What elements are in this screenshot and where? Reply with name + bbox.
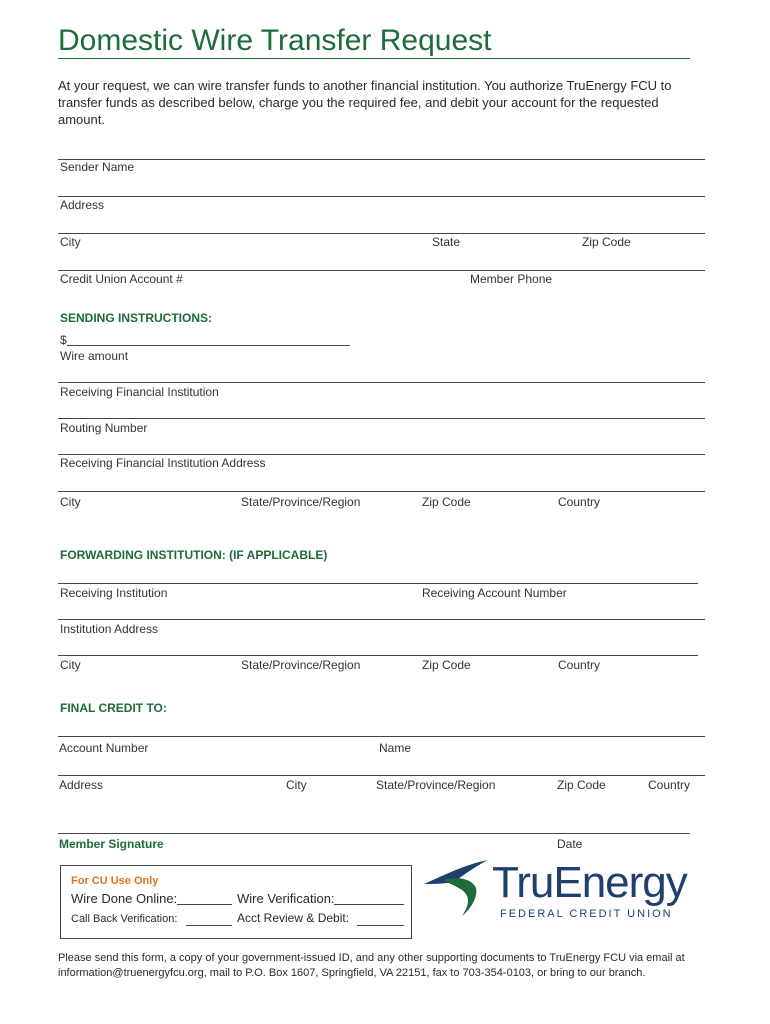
forwarding-city-field[interactable] xyxy=(58,655,698,656)
wire-amount-field[interactable] xyxy=(67,345,350,346)
routing-number-field[interactable] xyxy=(58,418,705,419)
wire-verification-label: Wire Verification: xyxy=(237,891,335,906)
sending-country-label: Country xyxy=(558,495,601,509)
dollar-sign: $ xyxy=(60,333,67,347)
sender-phone-label: Member Phone xyxy=(470,272,553,286)
sending-instructions-heading: SENDING INSTRUCTIONS: xyxy=(60,311,213,325)
sending-zip-label: Zip Code xyxy=(422,495,471,509)
forwarding-institution-heading: FORWARDING INSTITUTION: (IF APPLICABLE) xyxy=(60,548,328,562)
sender-zip-label: Zip Code xyxy=(582,235,631,249)
receiving-fi-city-field[interactable] xyxy=(58,491,705,492)
footer-instructions: Please send this form, a copy of your government-issued ID, and any other supporting documents to TruEnergy FCU via email at information@truenergyfcu.org, mail to P.O. Box 1607, Springfield, VA 22151, fax to 703-354-0103, or bring to our branch. xyxy=(58,952,685,979)
sending-state-label: State/Province/Region xyxy=(241,495,361,509)
sending-city-label: City xyxy=(60,495,81,509)
receiving-fi-address-field[interactable] xyxy=(58,454,705,455)
sender-account-label: Credit Union Account # xyxy=(60,272,183,286)
date-label: Date xyxy=(557,837,583,851)
forwarding-acct-label: Receiving Account Number xyxy=(422,586,567,600)
routing-number-label: Routing Number xyxy=(60,421,148,435)
signature-date-field[interactable] xyxy=(58,833,690,834)
call-back-verification-field[interactable] xyxy=(186,925,232,926)
final-credit-zip-label: Zip Code xyxy=(557,778,606,792)
sender-account-phone-field[interactable] xyxy=(58,270,705,271)
final-credit-address-field[interactable] xyxy=(58,775,705,776)
sender-name-label: Sender Name xyxy=(60,160,135,174)
forwarding-city-label: City xyxy=(60,658,81,672)
final-credit-country-label: Country xyxy=(648,778,691,792)
forwarding-zip-label: Zip Code xyxy=(422,658,471,672)
final-credit-address-label: Address xyxy=(59,778,104,792)
receiving-fi-field[interactable] xyxy=(58,382,705,383)
wire-done-online-field[interactable] xyxy=(177,904,232,905)
title-underline xyxy=(58,58,690,59)
truenergy-logo xyxy=(422,858,712,924)
receiving-fi-label: Receiving Financial Institution xyxy=(60,385,219,399)
final-credit-name-label: Name xyxy=(379,741,412,755)
logo-tagline: FEDERAL CREDIT UNION xyxy=(500,908,673,920)
final-credit-city-label: City xyxy=(286,778,307,792)
truenergy-swoosh-icon xyxy=(422,858,502,920)
forwarding-inst-label: Receiving Institution xyxy=(60,586,168,600)
member-signature-label: Member Signature xyxy=(59,837,164,851)
final-credit-account-name-field[interactable] xyxy=(58,736,705,737)
logo-name: TruEnergy xyxy=(492,858,687,907)
forwarding-institution-field[interactable] xyxy=(58,583,698,584)
final-credit-account-label: Account Number xyxy=(59,741,149,755)
forwarding-address-label: Institution Address xyxy=(60,622,159,636)
forwarding-address-field[interactable] xyxy=(58,619,705,620)
wire-verification-field[interactable] xyxy=(334,904,404,905)
sender-city-state-zip-field[interactable] xyxy=(58,233,705,234)
acct-review-debit-field[interactable] xyxy=(357,925,404,926)
forwarding-country-label: Country xyxy=(558,658,601,672)
sender-city-label: City xyxy=(60,235,81,249)
final-credit-state-label: State/Province/Region xyxy=(376,778,496,792)
receiving-fi-address-label: Receiving Financial Institution Address xyxy=(60,456,266,470)
sender-address-label: Address xyxy=(60,198,105,212)
wire-amount-label: Wire amount xyxy=(60,349,129,363)
acct-review-debit-label: Acct Review & Debit: xyxy=(237,911,350,925)
wire-done-online-label: Wire Done Online: xyxy=(71,891,178,906)
sender-state-label: State xyxy=(432,235,461,249)
intro-text: At your request, we can wire transfer funds to another financial institution. You authorize TruEnergy FCU to transfer funds as described below, charge you the required fee, and debit your account for the requested amount. xyxy=(58,78,672,127)
forwarding-state-label: State/Province/Region xyxy=(241,658,361,672)
sender-address-field[interactable] xyxy=(58,196,705,197)
final-credit-heading: FINAL CREDIT TO: xyxy=(60,701,167,715)
page-title: Domestic Wire Transfer Request xyxy=(58,24,492,57)
sender-name-field[interactable] xyxy=(58,159,705,160)
cu-use-only-heading: For CU Use Only xyxy=(71,875,159,887)
call-back-verification-label: Call Back Verification: xyxy=(71,913,178,925)
